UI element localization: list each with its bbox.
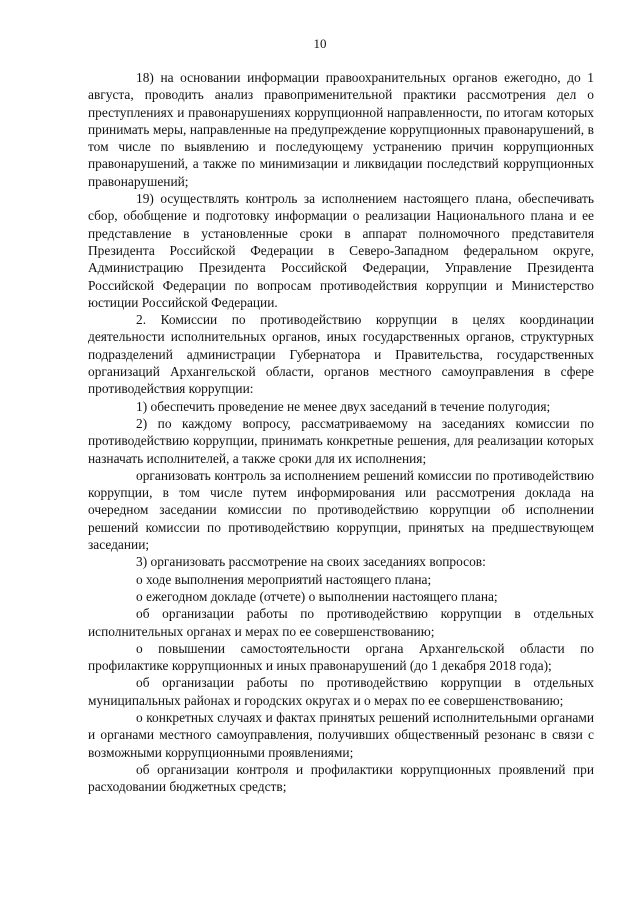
paragraph-list-item: об организации работы по противодействию коррупции в отдельных муниципальных районах и городских округах и о мерах по ее совершенствованию; — [88, 675, 594, 708]
paragraph-list-item: об организации работы по противодействию коррупции в отдельных исполнительных органах и мерах по ее совершенствованию; — [88, 606, 594, 639]
paragraph-sub-2: 2) по каждому вопросу, рассматриваемому на заседаниях комиссии по противодействию коррупции, принимать конкретные решения, для реализации которых назначать исполнителей, а также сроки для их исполнения; — [88, 415, 594, 466]
paragraph-list-item: о ежегодном докладе (отчете) о выполнении настоящего плана; — [136, 588, 498, 604]
paragraph-item-18: 18) на основании информации правоохранительных органов ежегодно, до 1 августа, проводить анализ правоприменительной практики рассмотрения дел о преступлениях и правонарушениях коррупционной направленности, по итогам которых принимать меры, направленные на предупреждение коррупционных правонарушений, в том числе по выявлению и последующему устранению причин коррупционных правонарушений, а также по минимизации и ликвидации последствий коррупционных правонарушений; — [88, 70, 594, 189]
paragraph-sub-3: 3) организовать рассмотрение на своих заседаниях вопросов: — [136, 554, 486, 570]
document-body — [88, 69, 594, 795]
paragraph-section-2: 2. Комиссии по противодействию коррупции в целях координации деятельности исполнительных органов, иных государственных органов, структурных подразделений администрации Губернатора и Правительства, государственных организаций Архангельской области, органов местного самоуправления в сфере противодействия коррупции: — [88, 312, 594, 397]
paragraph-list-item: об организации контроля и профилактики коррупционных проявлений при расходовании бюджетных средств; — [88, 761, 594, 795]
paragraph-control: организовать контроль за исполнением решений комиссии по противодействию коррупции, в том числе путем информирования или рассмотрения доклада на очередном заседании комиссии по противодействию коррупции об исполнении решений комиссии по противодействию коррупции, принятых на предшествующем заседании; — [88, 467, 594, 553]
paragraph-list-item: о повышении самостоятельности органа Архангельской области по профилактике коррупционных и иных правонарушений (до 1 декабря 2018 года); — [88, 640, 594, 674]
paragraph-list-item: о конкретных случаях и фактах принятых решений исполнительными органами и органами местного самоуправления, получивших общественный резонанс в связи с возможными коррупционными проявлениями; — [88, 709, 594, 760]
paragraph-item-19: 19) осуществлять контроль за исполнением настоящего плана, обеспечивать сбор, обобщение и подготовку информации о реализации Национального плана и ее представление в установленные сроки в аппарат полномочного представителя Президента Российской Федерации в Северо-Западном федеральном округе, Администрацию Президента Российской Федерации, Управление Президента Российской Федерации по вопросам противодействия коррупции и Министерство юстиции Российской Федерации. — [88, 191, 594, 310]
paragraph-list-item: о ходе выполнения мероприятий настоящего плана; — [136, 571, 432, 587]
page-number: 10 — [313, 36, 327, 51]
paragraph-sub-1: 1) обеспечить проведение не менее двух заседаний в течение полугодия; — [136, 398, 551, 414]
